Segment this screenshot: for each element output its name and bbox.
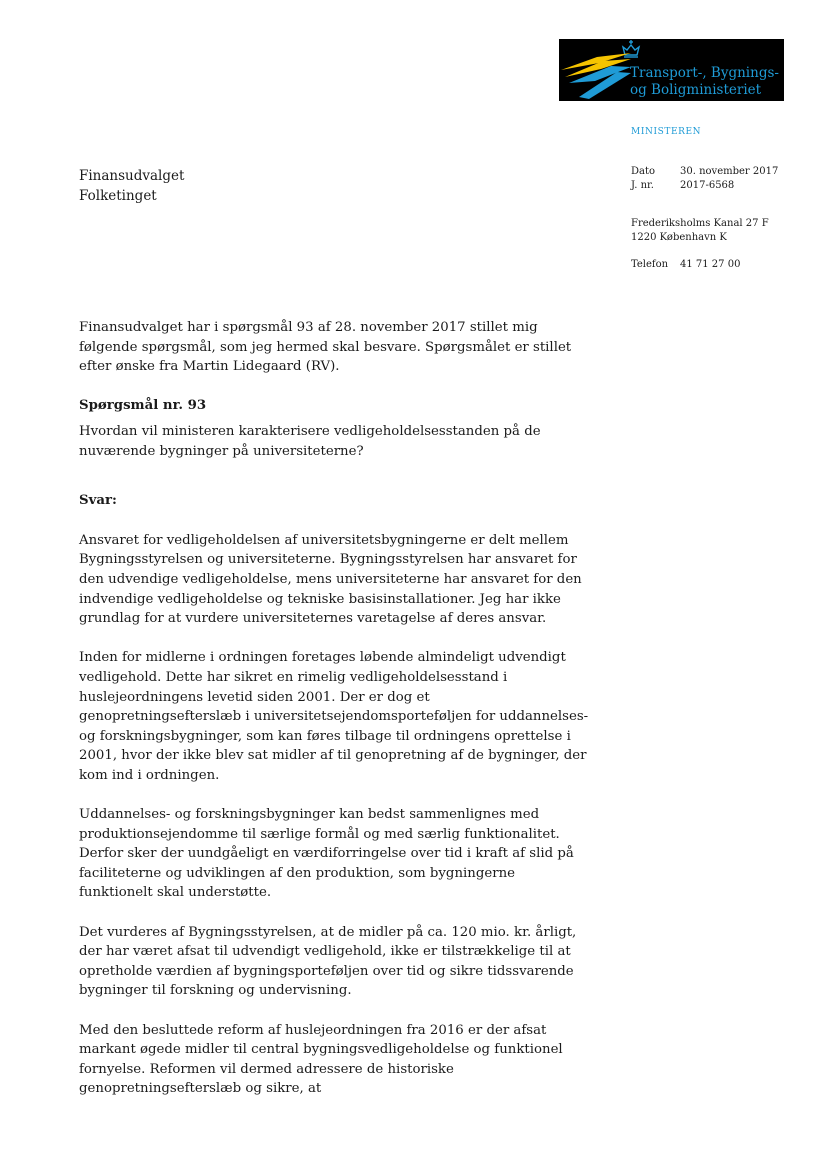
answer-paragraph: Inden for midlerne i ordningen foretages løbende almindeligt udvendigt vedligehold. Dette har sikret en rimelig vedligeholdelsesstand i huslejeordningens levetid siden 2001. Der er dog et genopretningsefterslæb i universitetsejendomsporteføljen for uddannelses- og forskningsbygninger, som kan føres tilbage til ordningens oprettelse i 2001, hvor der ikke blev sat midler af til genopretning af de bygninger, der kom ind i ordningen. xyxy=(79,650,589,783)
jnr-label: J. nr. xyxy=(631,179,654,191)
logo-line-1: Transport-, Bygnings- xyxy=(630,65,779,81)
answer-paragraph: Uddannelses- og forskningsbygninger kan bedst sammenlignes med produktionsejendomme til særlige formål og med særlig funktionalitet. Derfor sker der uundgåeligt en værdiforringelse over tid i kraft af slid på faciliteterne og udviklingen af den produktion, som bygningerne funktionelt skal understøtte. xyxy=(79,807,574,901)
recipient-address xyxy=(79,166,184,206)
date-block xyxy=(631,165,778,192)
phone-block xyxy=(631,258,740,272)
recipient-line-2: Folketinget xyxy=(79,188,157,204)
address-line-2: 1220 København K xyxy=(631,231,727,243)
intro-paragraph: Finansudvalget har i spørgsmål 93 af 28. november 2017 stillet mig følgende spørgsmål, som jeg hermed skal besvare. Spørgsmålet er stillet efter ønske fra Martin Lidegaard (RV). xyxy=(79,320,572,375)
letter-body xyxy=(79,318,589,1119)
date-value: 30. november 2017 xyxy=(680,166,779,177)
recipient-line-1: Finansudvalget xyxy=(79,168,185,184)
address-block xyxy=(631,217,769,244)
answer-paragraph: Det vurderes af Bygningsstyrelsen, at de midler på ca. 120 mio. kr. årligt, der har været afsat til udvendigt vedligehold, ikke er tilstrækkelige til at opretholde værdien af bygningsporteføljen over tid og sikre tidssvarende bygninger til forskning og undervisning. xyxy=(79,924,577,999)
question-heading: Spørgsmål nr. 93 xyxy=(79,398,207,414)
date-label: Dato xyxy=(631,166,656,177)
phone-value: 41 71 27 00 xyxy=(680,259,741,270)
phone-label: Telefon xyxy=(631,259,669,270)
answer-paragraph: Ansvaret for vedligeholdelsen af universitetsbygningerne er delt mellem Bygningsstyrelsen og universiteterne. Bygningsstyrelsen har ansvaret for den udvendige vedligeholdelse, mens universiteterne har ansvaret for den indvendige vedligeholdelse og tekniske basisinstallationer. Jeg har ikke grundlag for at vurdere universiteternes varetagelse af deres ansvar. xyxy=(79,532,582,627)
question-text: Hvordan vil ministeren karakterisere vedligeholdelsesstanden på de nuværende bygninger på universiteterne? xyxy=(79,423,541,459)
ministry-logo xyxy=(559,39,784,101)
jnr-value: 2017-6568 xyxy=(680,179,735,191)
answer-heading: Svar: xyxy=(79,493,117,509)
address-line-1: Frederiksholms Kanal 27 F xyxy=(631,218,769,229)
sender-label: MINISTEREN xyxy=(631,127,702,137)
answer-paragraph: Med den besluttede reform af huslejeordningen fra 2016 er der afsat markant øgede midler til central bygningsvedligeholdelse og funktionel fornyelse. Reformen vil dermed adressere de historiske genopretningsefterslæb og sikre, at xyxy=(79,1022,563,1097)
logo-line-2: og Boligministeriet xyxy=(630,82,762,98)
logo-wordmark xyxy=(630,65,779,99)
